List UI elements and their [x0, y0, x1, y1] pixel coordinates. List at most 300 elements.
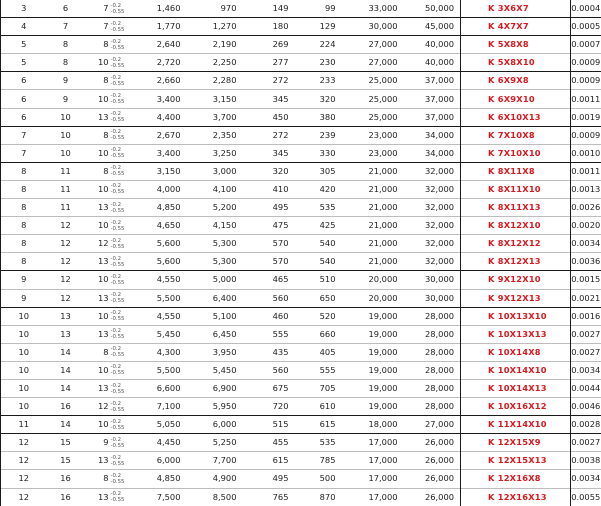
dynamic-load-kgf-cell: 450: [243, 108, 295, 126]
static-load-n-cell: 5,000: [187, 271, 243, 289]
spacer-cell: [559, 18, 571, 36]
dynamic-load-n-cell: 3,400: [131, 90, 187, 108]
bearing-code-cell: K 11X14X10: [461, 416, 559, 434]
width-cell: 13: [85, 452, 111, 470]
dynamic-load-kgf-cell: 560: [243, 289, 295, 307]
dynamic-load-n-cell: 7,500: [131, 488, 187, 506]
grease-speed-cell: 18,000: [342, 416, 404, 434]
grease-speed-cell: 23,000: [342, 126, 404, 144]
width-cell: 13: [85, 108, 111, 126]
static-load-kgf-cell: 870: [295, 488, 342, 506]
dynamic-load-kgf-cell: 149: [243, 0, 295, 18]
weight-cell: 0.0046: [571, 398, 601, 416]
width-tolerance: [111, 383, 125, 395]
bearing-code-cell: K 12X16X13: [461, 488, 559, 506]
width-tolerance: [111, 292, 125, 304]
shaft-diameter-cell: 12: [1, 434, 47, 452]
oil-speed-cell: 37,000: [404, 108, 461, 126]
width-cell: 7: [85, 0, 111, 18]
shaft-diameter-cell: 5: [1, 36, 47, 54]
tolerance-upper: -0.2: [110, 255, 122, 262]
bearing-code-cell: K 9X12X13: [461, 289, 559, 307]
table-row: [1, 180, 601, 198]
width-tolerance-cell: [111, 162, 131, 180]
static-load-kgf-cell: 610: [295, 398, 342, 416]
width-cell: 12: [85, 235, 111, 253]
grease-speed-cell: 21,000: [342, 253, 404, 271]
static-load-kgf-cell: 615: [295, 416, 342, 434]
tolerance-lower: -0.55: [110, 8, 125, 15]
weight-cell: 0.0013: [571, 180, 601, 198]
tolerance-upper: -0.2: [110, 20, 122, 27]
grease-speed-cell: 30,000: [342, 18, 404, 36]
width-tolerance: [111, 21, 125, 33]
outer-diameter-cell: 12: [47, 271, 85, 289]
oil-speed-cell: 32,000: [404, 253, 461, 271]
dynamic-load-kgf-cell: 765: [243, 488, 295, 506]
oil-speed-cell: 30,000: [404, 289, 461, 307]
static-load-n-cell: 5,300: [187, 235, 243, 253]
grease-speed-cell: 33,000: [342, 0, 404, 18]
weight-cell: 0.0044: [571, 379, 601, 397]
shaft-diameter-cell: 10: [1, 343, 47, 361]
width-tolerance: [111, 419, 125, 431]
static-load-kgf-cell: 425: [295, 217, 342, 235]
dynamic-load-kgf-cell: 555: [243, 325, 295, 343]
shaft-diameter-cell: 10: [1, 361, 47, 379]
width-tolerance-cell: [111, 0, 131, 18]
width-cell: 10: [85, 90, 111, 108]
dynamic-load-kgf-cell: 615: [243, 452, 295, 470]
dynamic-load-n-cell: 6,000: [131, 452, 187, 470]
bearing-code-cell: K 5X8X10: [461, 54, 559, 72]
weight-cell: 0.0019: [571, 108, 601, 126]
width-cell: 10: [85, 54, 111, 72]
tolerance-lower: -0.55: [110, 225, 125, 232]
dynamic-load-n-cell: 4,450: [131, 434, 187, 452]
outer-diameter-cell: 13: [47, 325, 85, 343]
outer-diameter-cell: 10: [47, 108, 85, 126]
dynamic-load-n-cell: 2,640: [131, 36, 187, 54]
dynamic-load-kgf-cell: 570: [243, 235, 295, 253]
oil-speed-cell: 26,000: [404, 488, 461, 506]
spacer-cell: [559, 434, 571, 452]
width-tolerance: [111, 202, 125, 214]
dynamic-load-n-cell: 1,460: [131, 0, 187, 18]
spacer-cell: [559, 54, 571, 72]
outer-diameter-cell: 15: [47, 434, 85, 452]
width-tolerance: [111, 274, 125, 286]
static-load-kgf-cell: 660: [295, 325, 342, 343]
static-load-kgf-cell: 510: [295, 271, 342, 289]
weight-cell: 0.0034: [571, 235, 601, 253]
tolerance-upper: -0.2: [110, 292, 122, 299]
static-load-n-cell: 4,900: [187, 470, 243, 488]
grease-speed-cell: 21,000: [342, 235, 404, 253]
weight-cell: 0.0036: [571, 253, 601, 271]
oil-speed-cell: 45,000: [404, 18, 461, 36]
outer-diameter-cell: 11: [47, 162, 85, 180]
width-tolerance-cell: [111, 289, 131, 307]
width-tolerance: [111, 473, 125, 485]
tolerance-upper: -0.2: [110, 491, 122, 498]
spacer-cell: [559, 416, 571, 434]
static-load-n-cell: 5,450: [187, 361, 243, 379]
bearing-code-cell: K 4X7X7: [461, 18, 559, 36]
oil-speed-cell: 28,000: [404, 398, 461, 416]
static-load-n-cell: 8,500: [187, 488, 243, 506]
width-cell: 13: [85, 488, 111, 506]
weight-cell: 0.0038: [571, 452, 601, 470]
width-cell: 7: [85, 18, 111, 36]
width-cell: 8: [85, 126, 111, 144]
spacer-cell: [559, 488, 571, 506]
width-tolerance: [111, 491, 125, 503]
width-tolerance-cell: [111, 361, 131, 379]
static-load-n-cell: 6,450: [187, 325, 243, 343]
width-tolerance: [111, 346, 125, 358]
grease-speed-cell: 19,000: [342, 379, 404, 397]
width-tolerance: [111, 75, 125, 87]
width-tolerance-cell: [111, 72, 131, 90]
dynamic-load-kgf-cell: 272: [243, 72, 295, 90]
weight-cell: 0.0005: [571, 18, 601, 36]
width-tolerance: [111, 310, 125, 322]
grease-speed-cell: 23,000: [342, 144, 404, 162]
oil-speed-cell: 32,000: [404, 235, 461, 253]
dynamic-load-kgf-cell: 435: [243, 343, 295, 361]
outer-diameter-cell: 16: [47, 470, 85, 488]
dynamic-load-n-cell: 2,670: [131, 126, 187, 144]
width-tolerance-cell: [111, 452, 131, 470]
outer-diameter-cell: 8: [47, 36, 85, 54]
dynamic-load-n-cell: 5,450: [131, 325, 187, 343]
spacer-cell: [559, 470, 571, 488]
oil-speed-cell: 26,000: [404, 470, 461, 488]
spacer-cell: [559, 180, 571, 198]
outer-diameter-cell: 6: [47, 0, 85, 18]
table-row: [1, 199, 601, 217]
width-cell: 13: [85, 379, 111, 397]
tolerance-upper: -0.2: [110, 93, 122, 100]
bearing-code-cell: K 8X11X10: [461, 180, 559, 198]
width-tolerance-cell: [111, 398, 131, 416]
static-load-kgf-cell: 555: [295, 361, 342, 379]
dynamic-load-n-cell: 5,600: [131, 235, 187, 253]
table-row: [1, 126, 601, 144]
tolerance-lower: -0.55: [110, 460, 125, 467]
outer-diameter-cell: 12: [47, 253, 85, 271]
tolerance-lower: -0.55: [110, 316, 125, 323]
static-load-kgf-cell: 233: [295, 72, 342, 90]
shaft-diameter-cell: 8: [1, 253, 47, 271]
spacer-cell: [559, 217, 571, 235]
spacer-cell: [559, 126, 571, 144]
table-row: [1, 36, 601, 54]
static-load-n-cell: 2,350: [187, 126, 243, 144]
width-tolerance-cell: [111, 343, 131, 361]
grease-speed-cell: 19,000: [342, 398, 404, 416]
dynamic-load-kgf-cell: 455: [243, 434, 295, 452]
weight-cell: 0.0028: [571, 416, 601, 434]
shaft-diameter-cell: 10: [1, 307, 47, 325]
table-row: [1, 470, 601, 488]
shaft-diameter-cell: 10: [1, 325, 47, 343]
width-tolerance: [111, 328, 125, 340]
width-tolerance-cell: [111, 18, 131, 36]
oil-speed-cell: 27,000: [404, 416, 461, 434]
static-load-kgf-cell: 129: [295, 18, 342, 36]
width-cell: 10: [85, 271, 111, 289]
outer-diameter-cell: 8: [47, 54, 85, 72]
static-load-n-cell: 4,100: [187, 180, 243, 198]
oil-speed-cell: 28,000: [404, 307, 461, 325]
spacer-cell: [559, 398, 571, 416]
tolerance-lower: -0.55: [110, 189, 125, 196]
shaft-diameter-cell: 8: [1, 180, 47, 198]
table-row: [1, 18, 601, 36]
dynamic-load-kgf-cell: 180: [243, 18, 295, 36]
tolerance-upper: -0.2: [110, 56, 122, 63]
static-load-n-cell: 5,200: [187, 199, 243, 217]
tolerance-lower: -0.55: [110, 370, 125, 377]
width-tolerance: [111, 401, 125, 413]
width-tolerance: [111, 57, 125, 69]
spacer-cell: [559, 199, 571, 217]
width-tolerance-cell: [111, 144, 131, 162]
bearing-code-cell: K 12X15X13: [461, 452, 559, 470]
static-load-kgf-cell: 520: [295, 307, 342, 325]
outer-diameter-cell: 16: [47, 398, 85, 416]
shaft-diameter-cell: 12: [1, 452, 47, 470]
shaft-diameter-cell: 8: [1, 199, 47, 217]
bearing-code-cell: K 8X11X8: [461, 162, 559, 180]
table-row: [1, 72, 601, 90]
static-load-n-cell: 3,250: [187, 144, 243, 162]
static-load-n-cell: 3,000: [187, 162, 243, 180]
dynamic-load-kgf-cell: 410: [243, 180, 295, 198]
table-row: [1, 54, 601, 72]
weight-cell: 0.0027: [571, 325, 601, 343]
dynamic-load-kgf-cell: 570: [243, 253, 295, 271]
outer-diameter-cell: 14: [47, 416, 85, 434]
tolerance-lower: -0.55: [110, 497, 125, 504]
table-row: [1, 271, 601, 289]
static-load-n-cell: 6,000: [187, 416, 243, 434]
tolerance-lower: -0.55: [110, 117, 125, 124]
shaft-diameter-cell: 9: [1, 289, 47, 307]
tolerance-upper: -0.2: [110, 201, 122, 208]
tolerance-lower: -0.55: [110, 424, 125, 431]
tolerance-lower: -0.55: [110, 334, 125, 341]
static-load-n-cell: 3,950: [187, 343, 243, 361]
grease-speed-cell: 27,000: [342, 54, 404, 72]
spacer-cell: [559, 235, 571, 253]
spacer-cell: [559, 325, 571, 343]
outer-diameter-cell: 15: [47, 452, 85, 470]
tolerance-lower: -0.55: [110, 207, 125, 214]
bearing-code-cell: K 7X10X8: [461, 126, 559, 144]
grease-speed-cell: 21,000: [342, 199, 404, 217]
grease-speed-cell: 20,000: [342, 271, 404, 289]
dynamic-load-kgf-cell: 269: [243, 36, 295, 54]
grease-speed-cell: 27,000: [342, 36, 404, 54]
outer-diameter-cell: 9: [47, 90, 85, 108]
bearing-code-cell: K 5X8X8: [461, 36, 559, 54]
spacer-cell: [559, 36, 571, 54]
dynamic-load-n-cell: 6,600: [131, 379, 187, 397]
oil-speed-cell: 28,000: [404, 361, 461, 379]
oil-speed-cell: 32,000: [404, 199, 461, 217]
outer-diameter-cell: 7: [47, 18, 85, 36]
spacer-cell: [559, 289, 571, 307]
shaft-diameter-cell: 12: [1, 470, 47, 488]
dynamic-load-n-cell: 1,770: [131, 18, 187, 36]
dynamic-load-kgf-cell: 720: [243, 398, 295, 416]
static-load-kgf-cell: 785: [295, 452, 342, 470]
outer-diameter-cell: 10: [47, 126, 85, 144]
table-row: [1, 325, 601, 343]
weight-cell: 0.0007: [571, 36, 601, 54]
width-cell: 10: [85, 144, 111, 162]
static-load-kgf-cell: 500: [295, 470, 342, 488]
static-load-kgf-cell: 540: [295, 253, 342, 271]
spacer-cell: [559, 379, 571, 397]
table-row: [1, 108, 601, 126]
tolerance-upper: -0.2: [110, 2, 122, 9]
static-load-kgf-cell: 705: [295, 379, 342, 397]
outer-diameter-cell: 14: [47, 343, 85, 361]
tolerance-lower: -0.55: [110, 44, 125, 51]
width-tolerance-cell: [111, 90, 131, 108]
tolerance-lower: -0.55: [110, 261, 125, 268]
outer-diameter-cell: 10: [47, 144, 85, 162]
weight-cell: 0.0055: [571, 488, 601, 506]
bearing-code-cell: K 10X14X13: [461, 379, 559, 397]
tolerance-upper: -0.2: [110, 129, 122, 136]
tolerance-upper: -0.2: [110, 400, 122, 407]
weight-cell: 0.0026: [571, 199, 601, 217]
bearing-code-cell: K 10X14X10: [461, 361, 559, 379]
weight-cell: 0.0011: [571, 162, 601, 180]
outer-diameter-cell: 11: [47, 180, 85, 198]
table-row: [1, 289, 601, 307]
static-load-n-cell: 2,190: [187, 36, 243, 54]
tolerance-upper: -0.2: [110, 328, 122, 335]
oil-speed-cell: 28,000: [404, 343, 461, 361]
oil-speed-cell: 26,000: [404, 452, 461, 470]
static-load-n-cell: 5,250: [187, 434, 243, 452]
shaft-diameter-cell: 3: [1, 0, 47, 18]
table-row: [1, 452, 601, 470]
tolerance-lower: -0.55: [110, 80, 125, 87]
shaft-diameter-cell: 10: [1, 398, 47, 416]
static-load-kgf-cell: 380: [295, 108, 342, 126]
tolerance-lower: -0.55: [110, 279, 125, 286]
width-tolerance: [111, 238, 125, 250]
static-load-n-cell: 5,100: [187, 307, 243, 325]
tolerance-upper: -0.2: [110, 472, 122, 479]
width-tolerance: [111, 111, 125, 123]
tolerance-upper: -0.2: [110, 38, 122, 45]
static-load-n-cell: 970: [187, 0, 243, 18]
bearing-code-cell: K 8X12X12: [461, 235, 559, 253]
bearing-code-cell: K 8X12X13: [461, 253, 559, 271]
width-cell: 9: [85, 434, 111, 452]
tolerance-upper: -0.2: [110, 273, 122, 280]
width-cell: 8: [85, 162, 111, 180]
width-tolerance: [111, 129, 125, 141]
tolerance-upper: -0.2: [110, 310, 122, 317]
width-tolerance-cell: [111, 199, 131, 217]
bearing-code-cell: K 12X16X8: [461, 470, 559, 488]
grease-speed-cell: 17,000: [342, 488, 404, 506]
weight-cell: 0.0015: [571, 271, 601, 289]
width-tolerance-cell: [111, 488, 131, 506]
weight-cell: 0.0009: [571, 126, 601, 144]
shaft-diameter-cell: 4: [1, 18, 47, 36]
dynamic-load-kgf-cell: 345: [243, 144, 295, 162]
bearing-code-cell: K 8X11X13: [461, 199, 559, 217]
grease-speed-cell: 19,000: [342, 361, 404, 379]
table-row: [1, 90, 601, 108]
width-tolerance-cell: [111, 416, 131, 434]
dynamic-load-n-cell: 5,500: [131, 361, 187, 379]
static-load-n-cell: 6,900: [187, 379, 243, 397]
grease-speed-cell: 25,000: [342, 90, 404, 108]
dynamic-load-n-cell: 4,850: [131, 199, 187, 217]
shaft-diameter-cell: 11: [1, 416, 47, 434]
dynamic-load-kgf-cell: 475: [243, 217, 295, 235]
bearing-code-cell: K 10X13X13: [461, 325, 559, 343]
dynamic-load-kgf-cell: 272: [243, 126, 295, 144]
table-row: [1, 162, 601, 180]
tolerance-upper: -0.2: [110, 346, 122, 353]
spacer-cell: [559, 72, 571, 90]
grease-speed-cell: 21,000: [342, 180, 404, 198]
oil-speed-cell: 37,000: [404, 90, 461, 108]
dynamic-load-n-cell: 5,500: [131, 289, 187, 307]
dynamic-load-n-cell: 4,850: [131, 470, 187, 488]
table-row: [1, 379, 601, 397]
width-cell: 13: [85, 199, 111, 217]
dynamic-load-kgf-cell: 515: [243, 416, 295, 434]
shaft-diameter-cell: 8: [1, 217, 47, 235]
shaft-diameter-cell: 5: [1, 54, 47, 72]
outer-diameter-cell: 12: [47, 235, 85, 253]
dynamic-load-kgf-cell: 320: [243, 162, 295, 180]
static-load-kgf-cell: 99: [295, 0, 342, 18]
width-tolerance: [111, 455, 125, 467]
static-load-kgf-cell: 305: [295, 162, 342, 180]
bearing-code-cell: K 8X12X10: [461, 217, 559, 235]
grease-speed-cell: 17,000: [342, 470, 404, 488]
width-tolerance-cell: [111, 434, 131, 452]
tolerance-upper: -0.2: [110, 74, 122, 81]
dynamic-load-n-cell: 4,300: [131, 343, 187, 361]
shaft-diameter-cell: 12: [1, 488, 47, 506]
outer-diameter-cell: 11: [47, 199, 85, 217]
bearing-code-cell: K 10X13X10: [461, 307, 559, 325]
width-tolerance: [111, 3, 125, 15]
oil-speed-cell: 28,000: [404, 325, 461, 343]
spacer-cell: [559, 0, 571, 18]
tolerance-lower: -0.55: [110, 135, 125, 142]
tolerance-lower: -0.55: [110, 406, 125, 413]
width-tolerance-cell: [111, 253, 131, 271]
table-row: [1, 144, 601, 162]
dynamic-load-kgf-cell: 465: [243, 271, 295, 289]
